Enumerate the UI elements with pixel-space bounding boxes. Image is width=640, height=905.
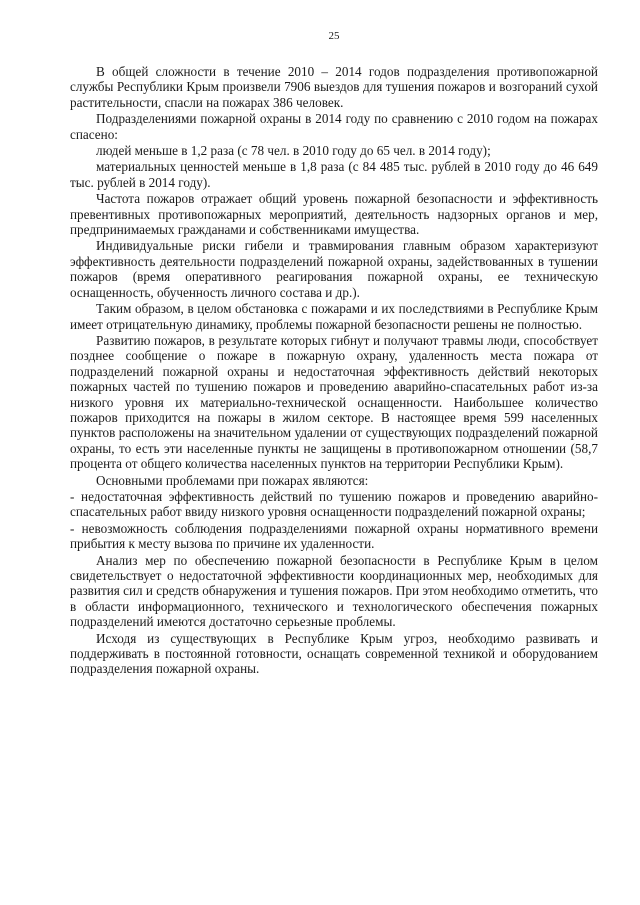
- list-item-2: - невозможность соблюдения подразделениями пожарной охраны нормативного времени прибытия к месту вызова по причине их удаленности.: [70, 520, 598, 552]
- paragraph-8: Развитию пожаров, в результате которых гибнут и получают травмы люди, способствует позднее сообщение о пожаре в пожарную охрану, удаленность места пожара от подразделений пожарной охраны и недостаточная эффективность действий некоторых пожарных частей по тушению пожаров и проведению аварийно-спасательных работ из-за низкого уровня их материально-технической оснащенности. Наибольшее количество пожаров приходится на пожары в жилом секторе. В настоящее время 599 населенных пунктов расположены на значительном удалении от существующих подразделений пожарной охраны, то есть эти населенные пункты не защищены в противопожарном отношении (58,7 процента от общего количества населенных пунктов на территории Республики Крым).: [70, 332, 598, 472]
- paragraph-5: Частота пожаров отражает общий уровень пожарной безопасности и эффективность превентивных противопожарных мероприятий, деятельность надзорных органов и мер, предпринимаемых гражданами и собственниками имущества.: [70, 191, 598, 238]
- paragraph-10: Анализ мер по обеспечению пожарной безопасности в Республике Крым в целом свидетельствует о недостаточной эффективности координационных мер, необходимых для развития сил и средств обнаружения и тушения пожаров. При этом необходимо отметить, что в области информационного, технического и технологического обеспечения пожарных подразделений имеются достаточно серьезные проблемы.: [70, 552, 598, 630]
- paragraph-11: Исходя из существующих в Республике Крым угроз, необходимо развивать и поддерживать в постоянной готовности, оснащать современной техникой и оборудованием подразделения пожарной охраны.: [70, 630, 598, 677]
- list-item-1: - недостаточная эффективность действий по тушению пожаров и проведению аварийно-спасательных работ ввиду низкого уровня оснащенности подразделений пожарной охраны;: [70, 488, 598, 520]
- paragraph-3: людей меньше в 1,2 раза (с 78 чел. в 2010 году до 65 чел. в 2014 году);: [96, 143, 491, 159]
- document-body: [70, 64, 598, 677]
- paragraph-6: Индивидуальные риски гибели и травмирования главным образом характеризуют эффективность деятельности подразделений пожарной охраны, задействованных в тушении пожаров (время оперативного реагирования пожарной охраны, ее техническую оснащенность, обученность личного состава и др.).: [70, 238, 598, 300]
- paragraph-7: Таким образом, в целом обстановка с пожарами и их последствиями в Республике Крым имеет отрицательную динамику, проблемы пожарной безопасности решены не полностью.: [70, 301, 598, 332]
- paragraph-4: материальных ценностей меньше в 1,8 раза (с 84 485 тыс. рублей в 2010 году до 46 649 тыс. рублей в 2014 году).: [70, 159, 598, 190]
- page-number: 25: [328, 30, 340, 42]
- paragraph-1: В общей сложности в течение 2010 – 2014 годов подразделения противопожарной службы Республики Крым произвели 7906 выездов для тушения пожаров и возгораний сухой растительности, спасли на пожарах 386 человек.: [70, 64, 598, 110]
- document-page: [70, 30, 598, 678]
- paragraph-2: Подразделениями пожарной охраны в 2014 году по сравнению с 2010 годом на пожарах спасено:: [70, 111, 598, 142]
- paragraph-9: Основными проблемами при пожарах являются:: [96, 472, 369, 488]
